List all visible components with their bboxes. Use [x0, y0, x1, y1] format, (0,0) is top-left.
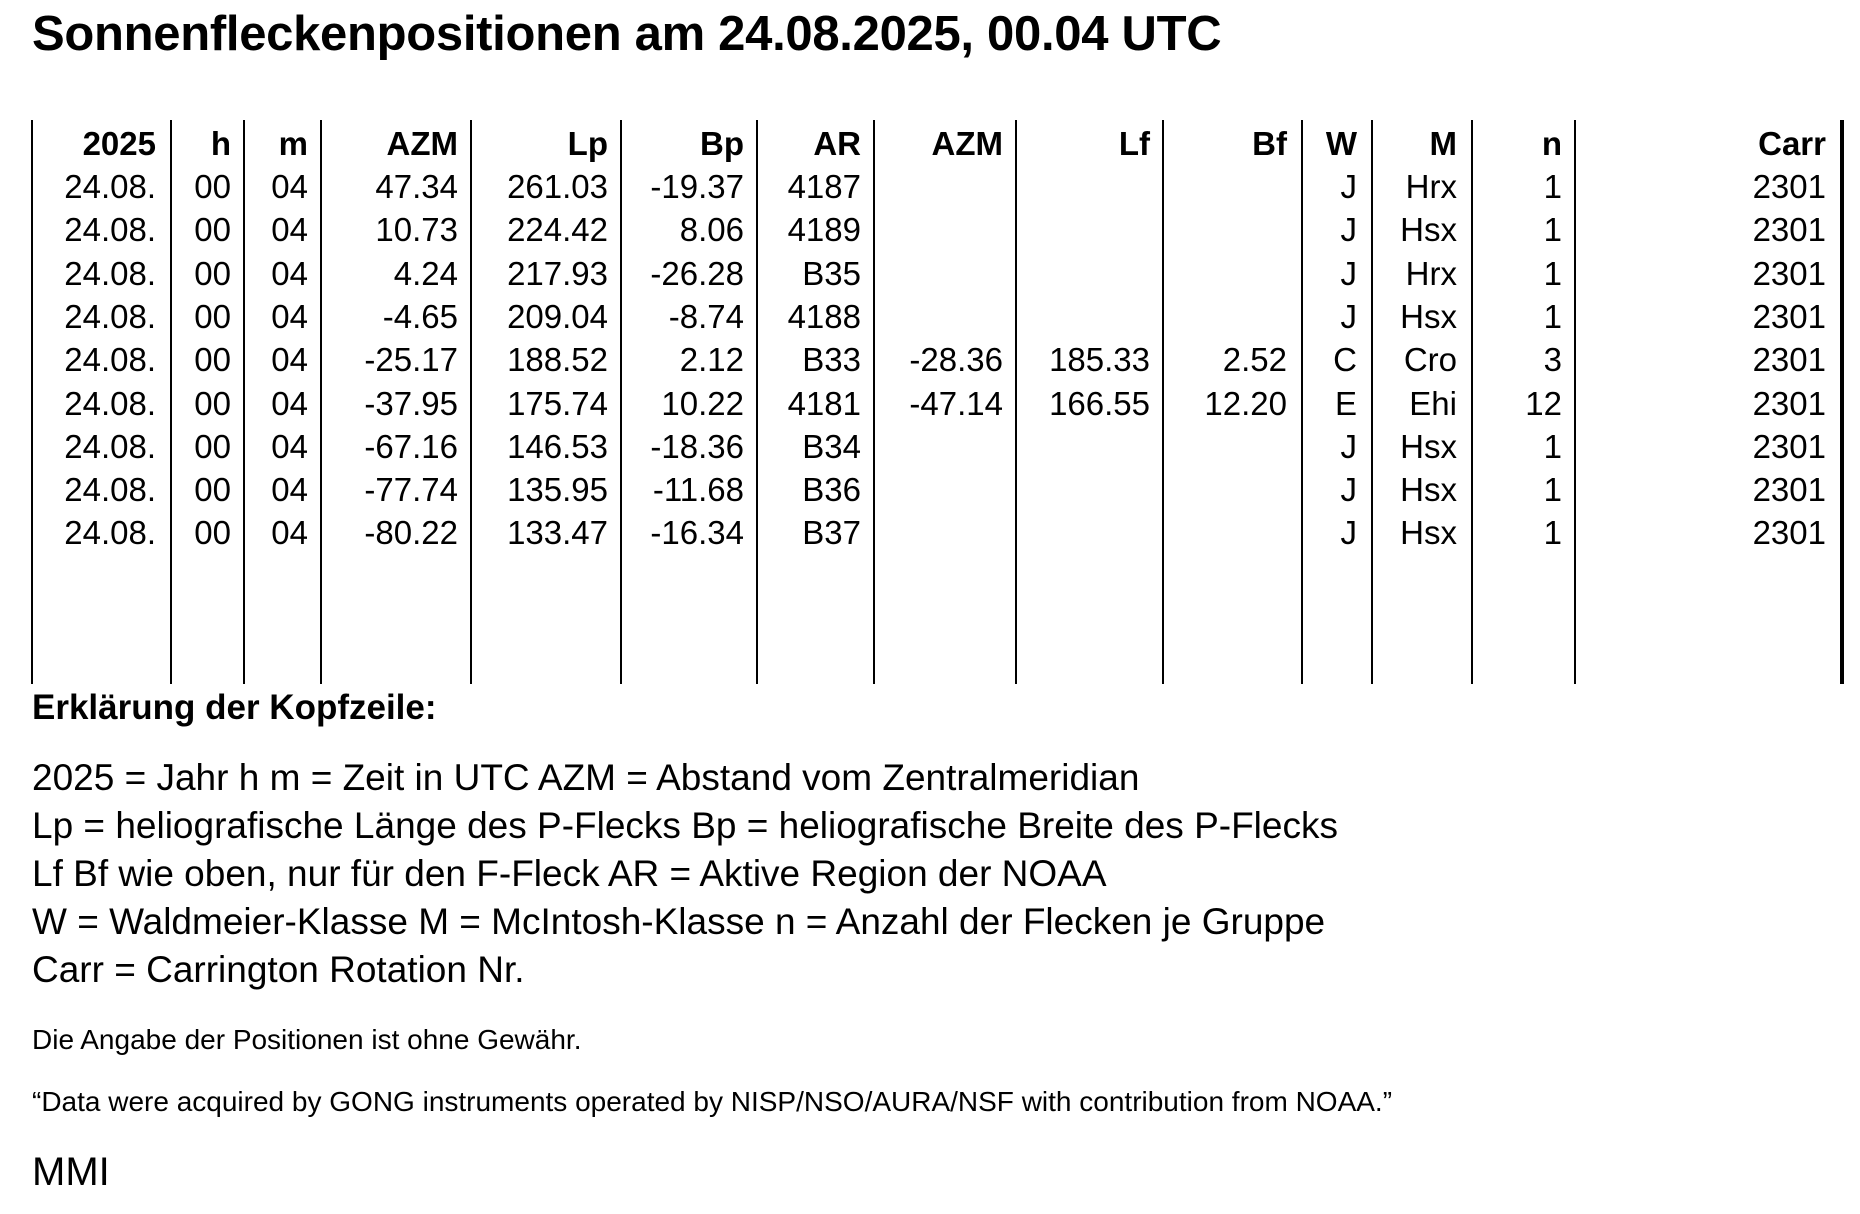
- cell-minute: 04: [271, 254, 308, 292]
- cell-carrington: 2301: [1752, 471, 1826, 509]
- cell-hour: 00: [194, 341, 231, 379]
- header-lp: Lp: [567, 125, 608, 162]
- cell-azm-p: 4.24: [393, 254, 458, 292]
- cell-hour: 00: [194, 211, 231, 249]
- cell-bp: 10.22: [661, 384, 744, 422]
- cell-ar: 4189: [787, 211, 861, 249]
- cell-hour: 00: [194, 254, 231, 292]
- cell-carrington: 2301: [1752, 254, 1826, 292]
- cell-lp: 224.42: [507, 211, 608, 249]
- cell-mcintosh: Hsx: [1400, 471, 1457, 509]
- cell-mcintosh: Ehi: [1409, 384, 1457, 422]
- cell-waldmeier: C: [1333, 341, 1357, 379]
- cell-lp: 133.47: [507, 514, 608, 552]
- cell-hour: 00: [194, 427, 231, 465]
- cell-lp: 135.95: [507, 471, 608, 509]
- data-credit: “Data were acquired by GONG instruments operated by NISP/NSO/AURA/NSF with contribution from NOAA.”: [32, 1086, 1393, 1117]
- cell-azm-p: -37.95: [364, 384, 458, 422]
- cell-lf: 185.33: [1049, 341, 1150, 379]
- cell-count: 1: [1543, 254, 1562, 292]
- cell-year-date: 24.08.: [64, 471, 156, 509]
- cell-ar: B35: [802, 254, 861, 292]
- cell-bf: 2.52: [1222, 341, 1287, 379]
- cell-carrington: 2301: [1752, 297, 1826, 335]
- cell-minute: 04: [271, 384, 308, 422]
- cell-waldmeier: J: [1340, 427, 1357, 465]
- cell-carrington: 2301: [1752, 384, 1826, 422]
- cell-azm-p: 10.73: [375, 211, 458, 249]
- legend-line-lp-bp: Lp = heliografische Länge des P-Flecks Bp = heliografische Breite des P-Flecks: [32, 805, 1338, 846]
- cell-lp: 209.04: [507, 297, 608, 335]
- header-azm-f: AZM: [931, 125, 1003, 162]
- cell-carrington: 2301: [1752, 514, 1826, 552]
- header-hour: h: [210, 125, 231, 162]
- cell-ar: 4188: [787, 297, 861, 335]
- cell-bp: -19.37: [650, 168, 744, 205]
- legend-line-carr: Carr = Carrington Rotation Nr.: [32, 949, 525, 990]
- cell-minute: 04: [271, 341, 308, 379]
- cell-count: 1: [1543, 168, 1562, 205]
- legend-heading: Erklärung der Kopfzeile:: [32, 688, 437, 727]
- cell-mcintosh: Hsx: [1400, 427, 1457, 465]
- cell-carrington: 2301: [1752, 341, 1826, 379]
- cell-lp: 217.93: [507, 254, 608, 292]
- cell-carrington: 2301: [1752, 427, 1826, 465]
- cell-ar: B36: [802, 471, 861, 509]
- cell-ar: 4187: [787, 168, 861, 205]
- cell-year-date: 24.08.: [64, 254, 156, 292]
- cell-carrington: 2301: [1752, 168, 1826, 205]
- cell-minute: 04: [271, 514, 308, 552]
- cell-hour: 00: [194, 168, 231, 205]
- cell-count: 12: [1525, 384, 1562, 422]
- cell-hour: 00: [194, 471, 231, 509]
- cell-year-date: 24.08.: [64, 297, 156, 335]
- cell-year-date: 24.08.: [64, 211, 156, 249]
- cell-bp: -26.28: [650, 254, 744, 292]
- cell-lp: 146.53: [507, 427, 608, 465]
- cell-bp: 2.12: [679, 341, 744, 379]
- disclaimer: Die Angabe der Positionen ist ohne Gewähr.: [32, 1024, 582, 1055]
- cell-bp: -18.36: [650, 427, 744, 465]
- cell-ar: B34: [802, 427, 861, 465]
- cell-minute: 04: [271, 297, 308, 335]
- header-minute: m: [278, 125, 308, 162]
- cell-minute: 04: [271, 471, 308, 509]
- legend-line-lf-bf-ar: Lf Bf wie oben, nur für den F-Fleck AR = Aktive Region der NOAA: [32, 853, 1107, 894]
- header-bf: Bf: [1252, 125, 1287, 162]
- header-carrington: Carr: [1758, 125, 1826, 162]
- cell-mcintosh: Hrx: [1405, 168, 1457, 205]
- cell-azm-p: -77.74: [364, 471, 458, 509]
- cell-bp: -8.74: [668, 297, 744, 335]
- cell-azm-p: -25.17: [364, 341, 458, 379]
- cell-azm-p: -80.22: [364, 514, 458, 552]
- cell-azm-p: 47.34: [375, 168, 458, 205]
- cell-waldmeier: J: [1340, 471, 1357, 509]
- cell-count: 1: [1543, 297, 1562, 335]
- cell-bp: 8.06: [679, 211, 744, 249]
- cell-year-date: 24.08.: [64, 168, 156, 205]
- signature: MMI: [32, 1150, 110, 1194]
- cell-lp: 261.03: [507, 168, 608, 205]
- cell-bp: -11.68: [652, 471, 744, 509]
- cell-carrington: 2301: [1752, 211, 1826, 249]
- header-count: n: [1541, 125, 1562, 162]
- cell-hour: 00: [194, 297, 231, 335]
- header-bp: Bp: [700, 125, 744, 162]
- cell-year-date: 24.08.: [64, 341, 156, 379]
- cell-waldmeier: E: [1334, 384, 1357, 422]
- cell-count: 1: [1543, 211, 1562, 249]
- cell-year-date: 24.08.: [64, 514, 156, 552]
- column-divider: [1840, 120, 1844, 684]
- cell-ar: B33: [802, 341, 861, 379]
- cell-azm-p: -67.16: [364, 427, 458, 465]
- cell-mcintosh: Cro: [1403, 341, 1457, 379]
- cell-mcintosh: Hsx: [1400, 211, 1457, 249]
- cell-waldmeier: J: [1340, 514, 1357, 552]
- cell-mcintosh: Hrx: [1405, 254, 1457, 292]
- header-ar: AR: [813, 125, 861, 162]
- legend-line-w-m-n: W = Waldmeier-Klasse M = McIntosh-Klasse n = Anzahl der Flecken je Gruppe: [32, 901, 1326, 942]
- cell-ar: B37: [802, 514, 861, 552]
- cell-count: 1: [1543, 514, 1562, 552]
- cell-minute: 04: [271, 427, 308, 465]
- cell-year-date: 24.08.: [64, 384, 156, 422]
- cell-waldmeier: J: [1340, 297, 1357, 335]
- cell-count: 1: [1543, 471, 1562, 509]
- header-mcintosh: M: [1429, 125, 1457, 162]
- cell-waldmeier: J: [1340, 168, 1357, 205]
- cell-minute: 04: [271, 168, 308, 205]
- cell-lf: 166.55: [1049, 384, 1150, 422]
- header-lf: Lf: [1118, 125, 1150, 162]
- header-azm-p: AZM: [386, 125, 458, 162]
- cell-lp: 175.74: [507, 384, 608, 422]
- cell-waldmeier: J: [1340, 254, 1357, 292]
- cell-mcintosh: Hsx: [1400, 297, 1457, 335]
- cell-azm-f: -47.14: [909, 384, 1003, 422]
- cell-bp: -16.34: [650, 514, 744, 552]
- legend-line-year-time-azm: 2025 = Jahr h m = Zeit in UTC AZM = Abstand vom Zentralmeridian: [32, 757, 1140, 798]
- header-waldmeier: W: [1325, 125, 1357, 162]
- cell-azm-p: -4.65: [382, 297, 458, 335]
- cell-year-date: 24.08.: [64, 427, 156, 465]
- cell-azm-f: -28.36: [909, 341, 1003, 379]
- cell-lp: 188.52: [507, 341, 608, 379]
- cell-bf: 12.20: [1204, 384, 1287, 422]
- cell-hour: 00: [194, 514, 231, 552]
- page-title: Sonnenfleckenpositionen am 24.08.2025, 00.04 UTC: [32, 7, 1222, 61]
- cell-hour: 00: [194, 384, 231, 422]
- cell-ar: 4181: [787, 384, 861, 422]
- header-year-date: 2025: [82, 125, 156, 162]
- cell-minute: 04: [271, 211, 308, 249]
- cell-mcintosh: Hsx: [1400, 514, 1457, 552]
- cell-count: 3: [1543, 341, 1562, 379]
- cell-waldmeier: J: [1340, 211, 1357, 249]
- cell-count: 1: [1543, 427, 1562, 465]
